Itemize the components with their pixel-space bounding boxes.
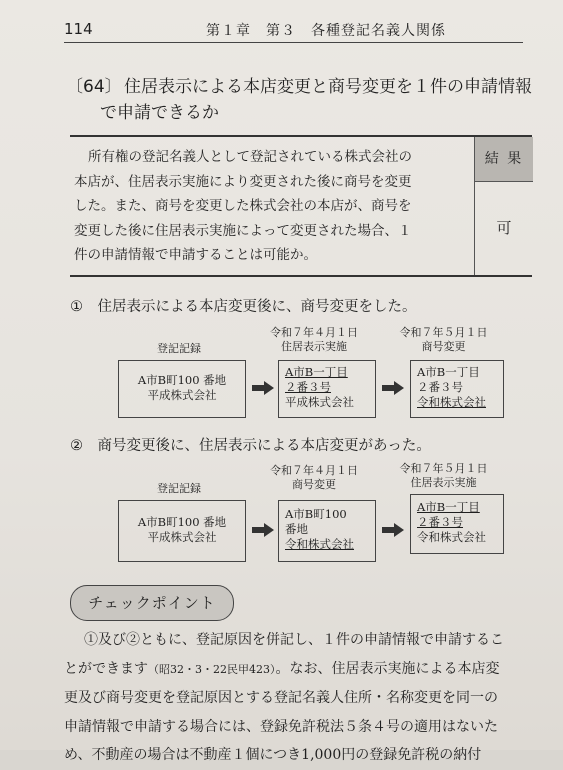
case2-col2-event: 商号変更 [292,478,336,491]
question-text-line: 本店が、住居表示実施により変更された後に商号を変更 [74,173,412,190]
question-box [70,135,532,277]
case1-title: ① 住居表示による本店変更後に、商号変更をした。 [70,299,417,315]
case1-col1-caption: 登記記録 [157,342,201,355]
box-line: A市B一丁目 [417,500,480,514]
box-line: ２番３号 [417,380,463,394]
body-line: 更及び商号変更を登記原因とする登記名義人住所・名称変更を同一の [64,690,498,706]
box-line: 番地 [285,522,308,536]
case1-col3-date: 令和７年５月１日 [399,326,488,339]
case1-col3-event: 商号変更 [421,340,466,353]
case1-diagram [114,322,509,422]
page-header [64,20,523,43]
case2-col1-caption: 登記記録 [157,482,201,495]
chapter-heading: 第１章 第３ 各種登記名義人関係 [206,23,446,39]
case2-col3-date: 令和７年５月１日 [399,462,488,475]
case2-box3 [410,494,504,554]
question-title-line2: で申請できるか [100,103,219,123]
checkpoint-body [64,626,544,770]
result-header: 結 果 [475,137,533,182]
box-line: A市B町100 [285,507,347,521]
arrow-right-icon [382,381,404,395]
question-text-line: 変更した後に住居表示実施によって変更された場合、１ [74,222,412,239]
question-number: 〔64〕 [66,77,122,97]
body-line [64,655,544,685]
case2-diagram [114,460,509,570]
body-text-fragment: とができます [64,660,148,677]
box-line: 令和株式会社 [285,537,354,551]
box-line: A市B町100 番地 [137,373,227,387]
case2-col3-event: 住居表示実施 [410,476,477,489]
arrow-right-icon [252,523,274,537]
arrow-right-icon [252,381,274,395]
box-line: A市B町100 番地 [137,515,227,529]
arrow-right-icon [382,523,404,537]
box-line: ２番３号 [417,515,463,529]
question-text-line: した。また、商号を変更した株式会社の本店が、商号を [74,198,412,214]
question-title-line1: 住居表示による本店変更と商号変更を１件の申請情報 [124,77,532,97]
box-line: 平成株式会社 [147,530,217,544]
box-line: 平成株式会社 [285,395,354,409]
result-value: 可 [496,219,512,237]
box-line: 令和株式会社 [417,530,486,544]
case1-box2 [278,360,376,418]
case2-title: ② 商号変更後に、住居表示による本店変更があった。 [70,438,431,454]
body-text-fragment: 。なお、住居表示実施による本店変 [275,660,500,677]
question-text-line: 所有権の登記名義人として登記されている株式会社の [88,149,412,165]
box-line: ２番３号 [285,380,331,394]
case1-col2-date: 令和７年４月１日 [270,326,358,339]
case1-col2-event: 住居表示実施 [281,340,347,353]
question-text-line: 件の申請情報で申請することは可能か。 [74,247,317,263]
citation-reference: （昭32・3・22民甲423） [148,662,276,676]
case1-box3 [410,360,504,418]
body-line: ①及び②ともに、登記原因を併記し、１件の申請情報で申請するこ [84,632,504,648]
box-line: A市B一丁目 [285,365,348,379]
checkpoint-label: チェックポイント [88,594,216,612]
box-line: 平成株式会社 [147,388,217,402]
body-line: 申請情報で申請する場合には、登録免許税法５条４号の適用はないた [64,718,498,735]
question-text [74,145,472,268]
body-line: め、不動産の場合は不動産１個につき1,000円の登録免許税の納付 [64,747,482,763]
page-number: 114 [64,20,93,38]
box-line: A市B一丁目 [417,365,480,379]
checkpoint-badge [70,585,234,621]
box-line: 令和株式会社 [417,395,486,409]
case1-record-box [118,360,246,418]
result-column [474,137,533,275]
case2-record-box [118,500,246,562]
case2-col2-date: 令和７年４月１日 [270,464,358,477]
case2-box2 [278,500,376,562]
